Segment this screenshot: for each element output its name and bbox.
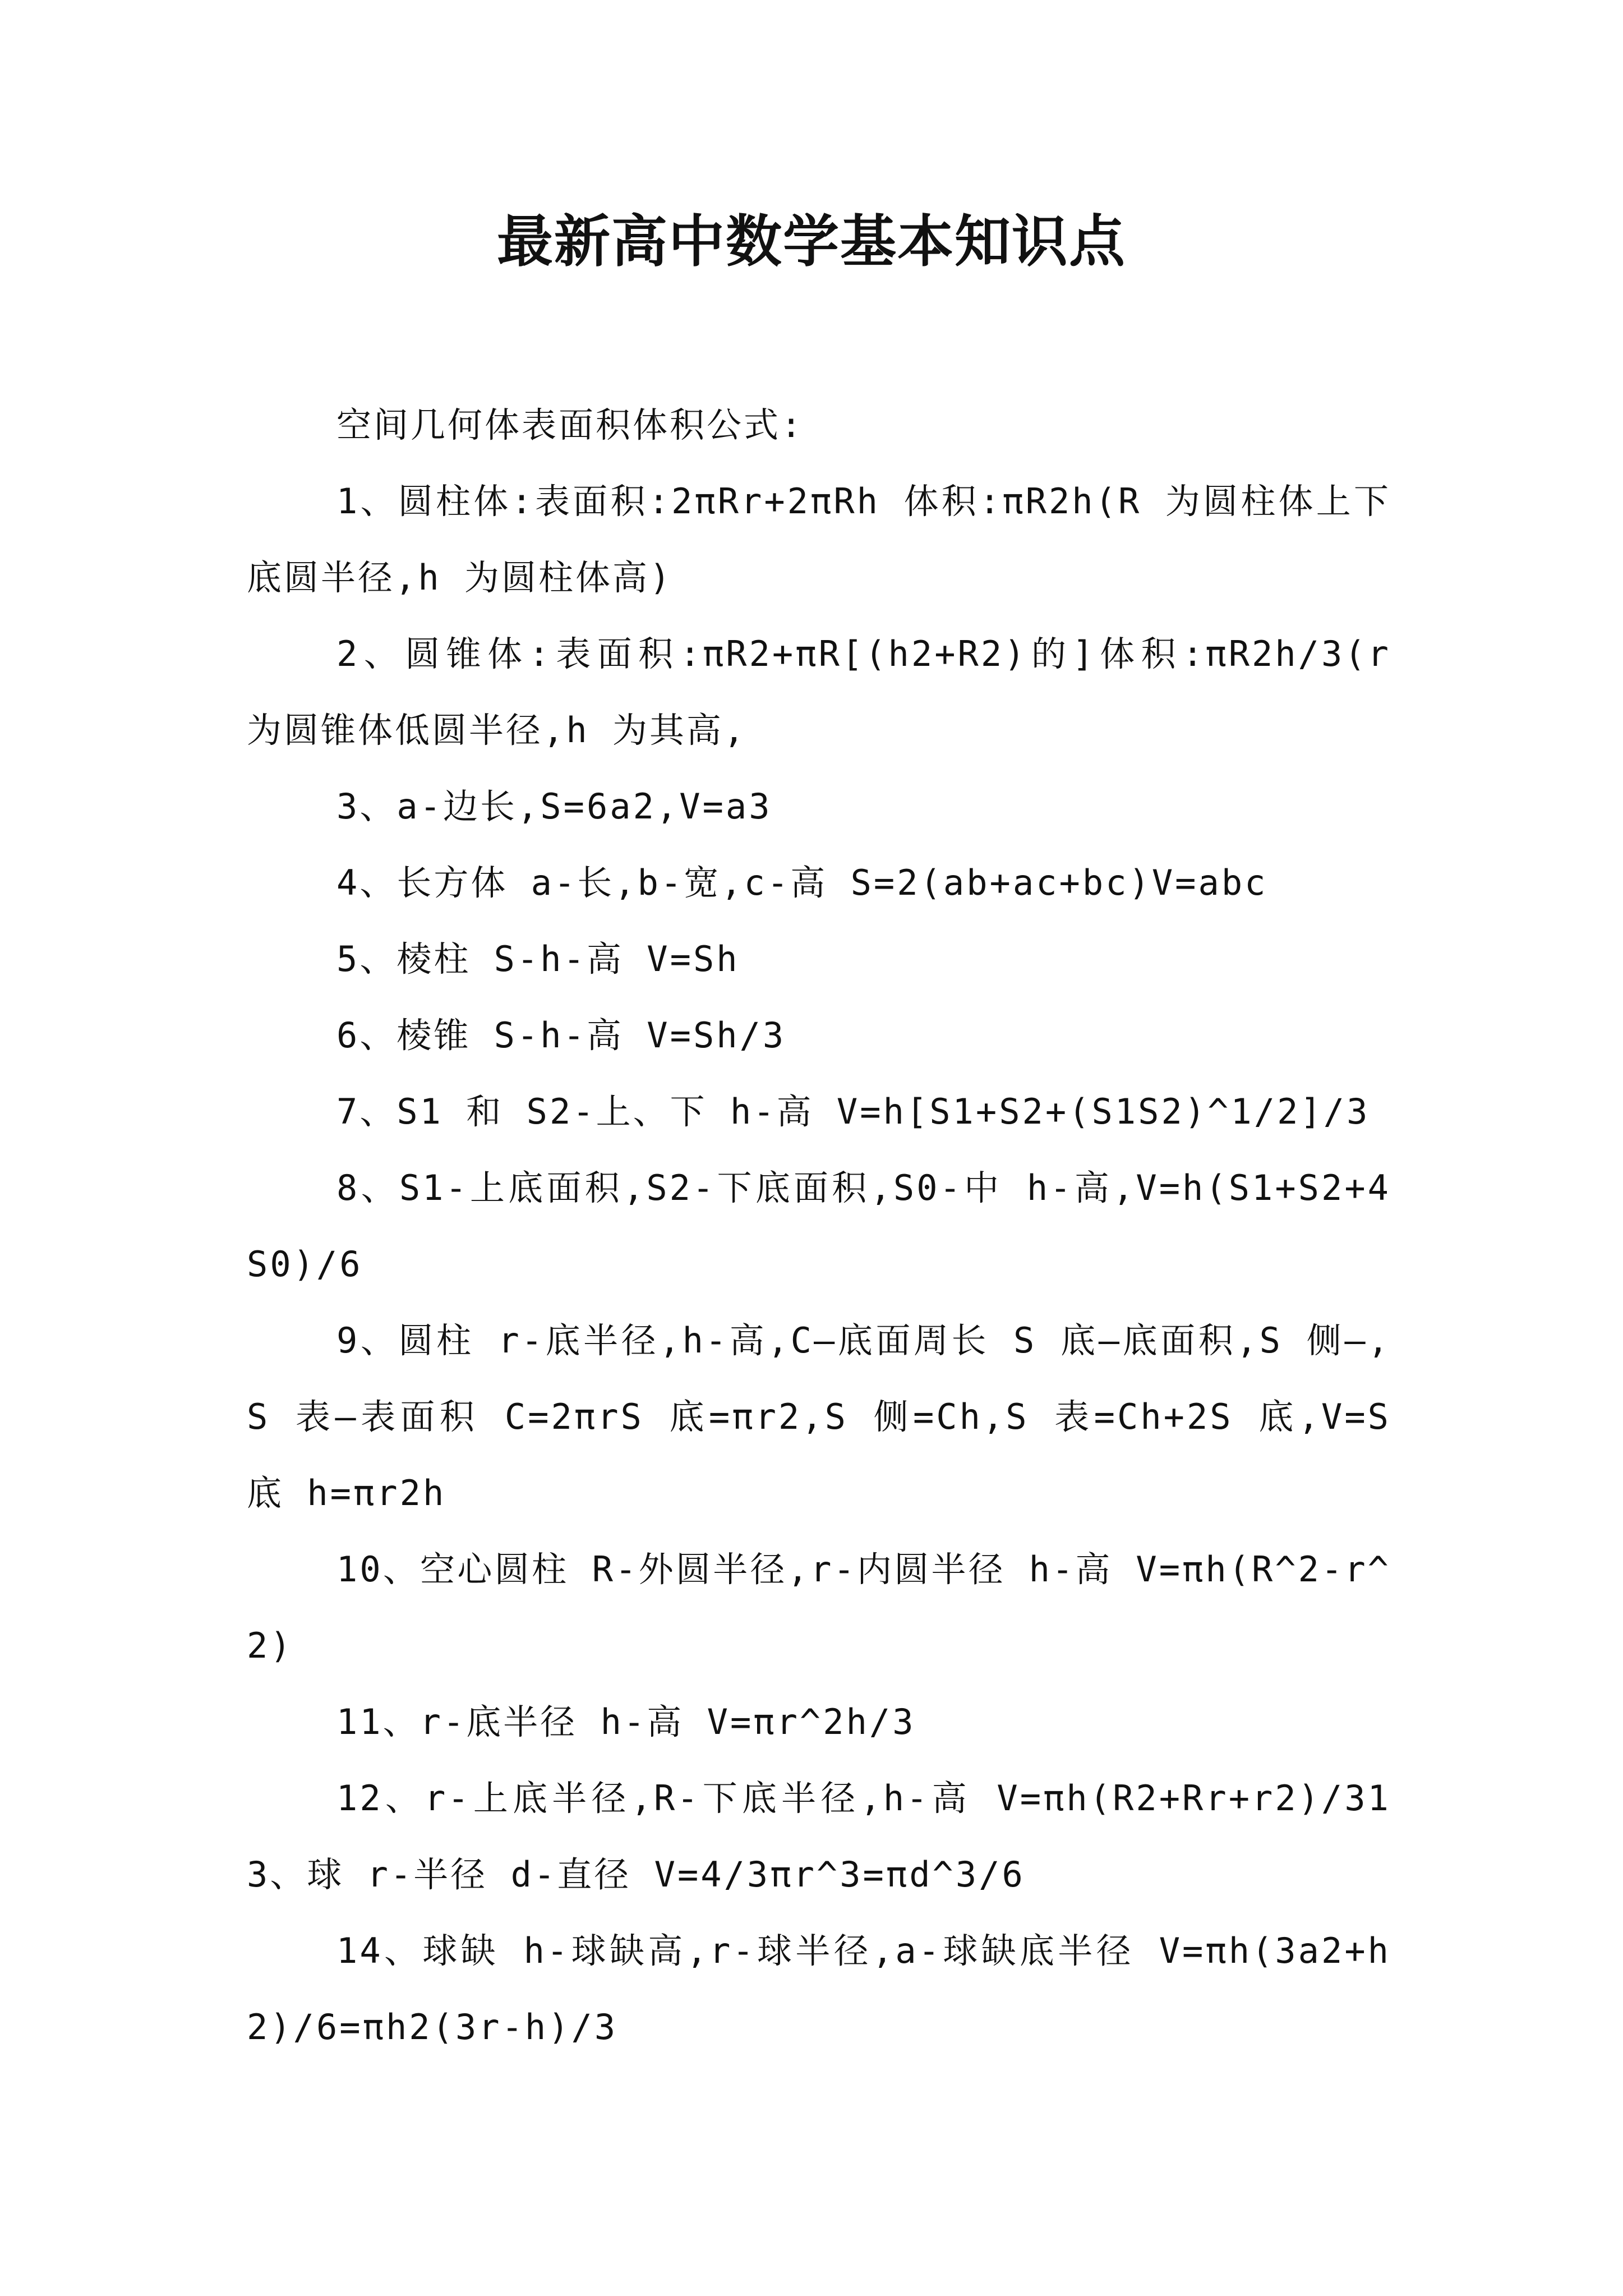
formula-9-cylinder-detail: 9、圆柱 r-底半径,h-高,C—底面周长 S 底—底面积,S 侧—,S 表—表面积 C=2πrS 底=πr2,S 侧=Ch,S 表=Ch+2S 底,V=S 底 h=πr2h <box>247 1320 1391 1513</box>
formula-4-cuboid: 4、长方体 a-长,b-宽,c-高 S=2(ab+ac+bc)V=abc <box>336 862 1268 903</box>
formula-2-cone: 2、圆锥体:表面积:πR2+πR[(h2+R2)的]体积:πR2h/3(r 为圆锥体低圆半径,h 为其高, <box>247 633 1391 751</box>
formula-8-prismatoid: 8、S1-上底面积,S2-下底面积,S0-中 h-高,V=h(S1+S2+4S0)/6 <box>247 1167 1391 1285</box>
formula-10-hollow-cylinder: 10、空心圆柱 R-外圆半径,r-内圆半径 h-高 V=πh(R^2-r^2) <box>247 1549 1391 1666</box>
formula-12-13-frustum-sphere: 12、r-上底半径,R-下底半径,h-高 V=πh(R2+Rr+r2)/313、球 r-半径 d-直径 V=4/3πr^3=πd^3/6 <box>247 1778 1391 1895</box>
document-body <box>247 387 1391 2065</box>
formula-1-cylinder: 1、圆柱体:表面积:2πRr+2πRh 体积:πR2h(R 为圆柱体上下底圆半径,h 为圆柱体高) <box>247 481 1391 598</box>
formula-6-pyramid: 6、棱锥 S-h-高 V=Sh/3 <box>336 1015 786 1056</box>
formula-7-frustum: 7、S1 和 S2-上、下 h-高 V=h[S1+S2+(S1S2)^1/2]/3 <box>336 1091 1370 1132</box>
formula-3-cube: 3、a-边长,S=6a2,V=a3 <box>336 786 772 827</box>
document-title: 最新高中数学基本知识点 <box>497 208 1126 274</box>
formula-5-prism: 5、棱柱 S-h-高 V=Sh <box>336 938 740 979</box>
paragraph-intro: 空间几何体表面积体积公式: <box>336 404 804 445</box>
formula-11-cone-volume: 11、r-底半径 h-高 V=πr^2h/3 <box>336 1701 916 1742</box>
formula-14-spherical-cap: 14、球缺 h-球缺高,r-球半径,a-球缺底半径 V=πh(3a2+h2)/6=πh2(3r-h)/3 <box>247 1930 1391 2047</box>
